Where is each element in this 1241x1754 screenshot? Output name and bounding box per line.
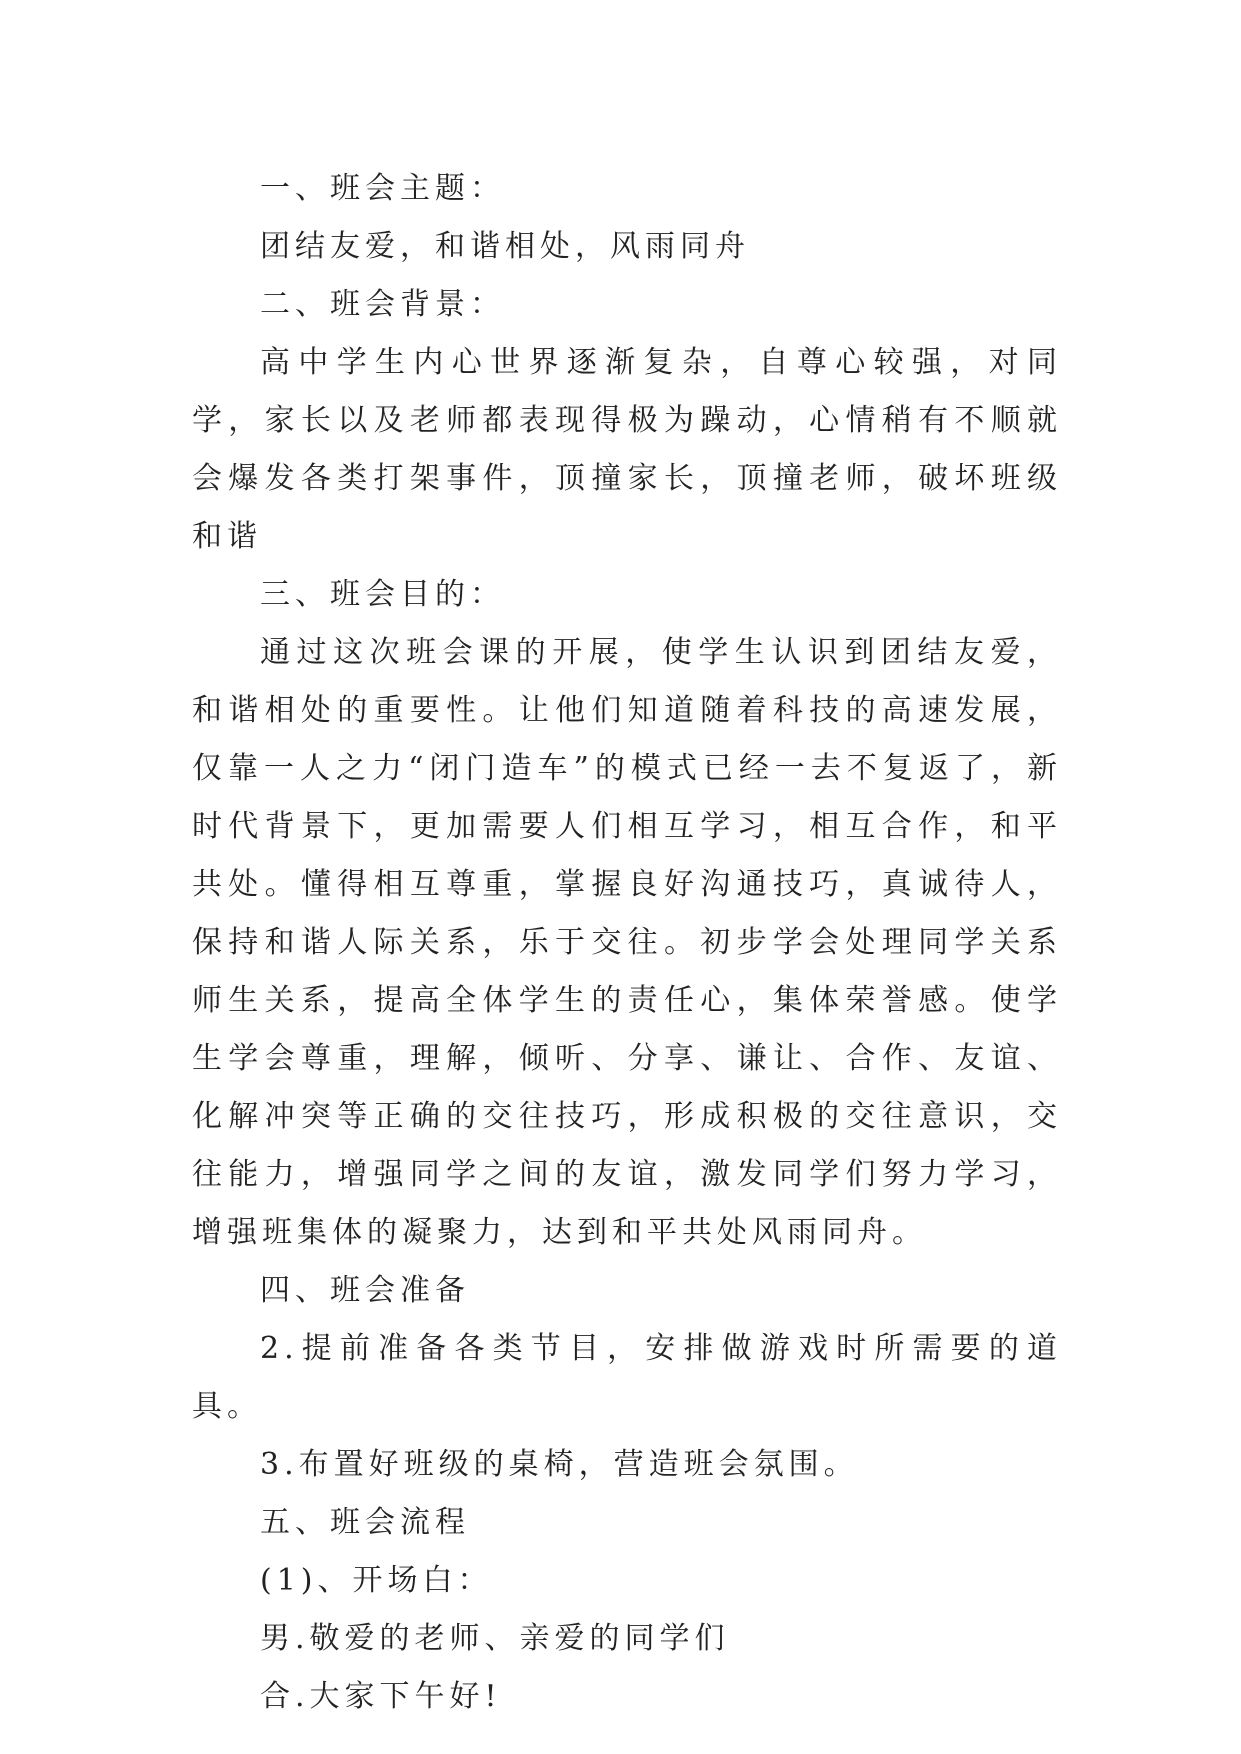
process-line-male: 男.敬爱的老师、亲爱的同学们 bbox=[260, 1621, 730, 1656]
document-body bbox=[192, 160, 1062, 1726]
process-line-together: 合.大家下午好! bbox=[260, 1679, 502, 1714]
preparation-item-3: 3.布置好班级的桌椅，营造班会氛围。 bbox=[260, 1447, 859, 1482]
background-text: 高中学生内心世界逐渐复杂，自尊心较强，对同学，家长以及老师都表现得极为躁动，心情稍有不顺就会爆发各类打架事件，顶撞家长，顶撞老师，破坏班级和谐 bbox=[192, 345, 1062, 554]
purpose-text: 通过这次班会课的开展，使学生认识到团结友爱，和谐相处的重要性。让他们知道随着科技的高速发展，仅靠一人之力“闭门造车”的模式已经一去不复返了，新时代背景下，更加需要人们相互学习，相互合作，和平共处。懂得相互尊重，掌握良好沟通技巧，真诚待人，保持和谐人际关系，乐于交往。初步学会处理同学关系师生关系，提高全体学生的责任心，集体荣誉感。使学生学会尊重，理解，倾听、分享、谦让、合作、友谊、化解冲突等正确的交往技巧，形成积极的交往意识，交往能力，增强同学之间的友谊，激发同学们努力学习，增强班集体的凝聚力，达到和平共处风雨同舟。 bbox=[192, 635, 1062, 1250]
heading-process: 五、班会流程 bbox=[260, 1505, 470, 1540]
heading-background: 二、班会背景： bbox=[260, 287, 505, 322]
heading-theme: 一、班会主题： bbox=[260, 171, 505, 206]
theme-text: 团结友爱，和谐相处，风雨同舟 bbox=[260, 229, 750, 264]
process-opening: (1)、开场白： bbox=[260, 1563, 493, 1598]
preparation-item-2: 2.提前准备各类节目，安排做游戏时所需要的道具。 bbox=[192, 1331, 1062, 1424]
heading-purpose: 三、班会目的： bbox=[260, 577, 505, 612]
heading-preparation: 四、班会准备 bbox=[260, 1273, 470, 1308]
